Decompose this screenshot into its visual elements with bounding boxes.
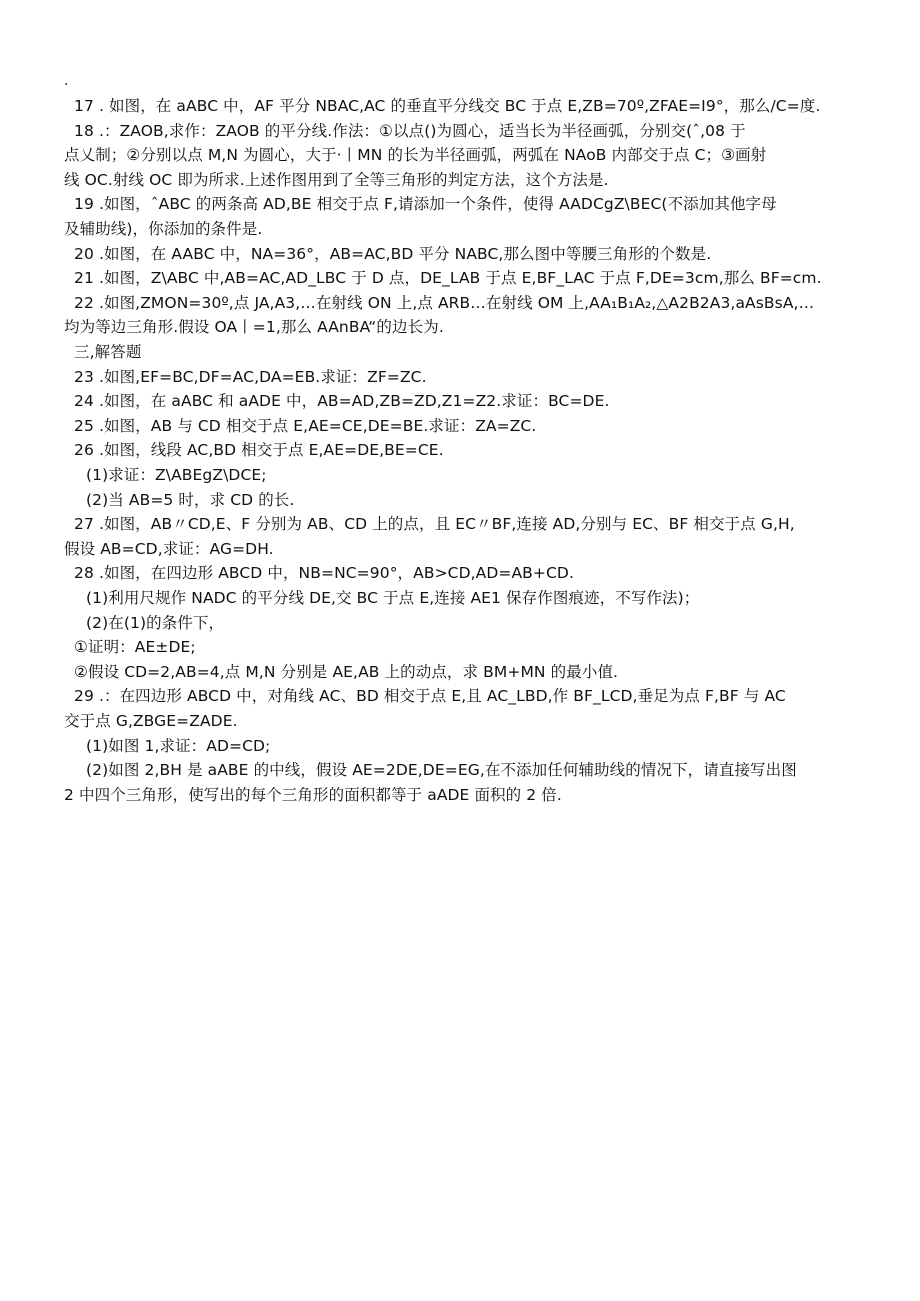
text-line: ①证明：AE±DE; <box>74 638 196 657</box>
text-line: 18 .：ZAOB,求作：ZAOB 的平分线.作法：①以点()为圆心，适当长为半径画弧，分别交(ˆ,08 于 <box>74 121 746 140</box>
text-line: 27 .如图，AB〃CD,E、F 分别为 AB、CD 上的点，且 EC〃BF,连接 AD,分别与 EC、BF 相交于点 G,H, <box>74 515 795 534</box>
text-line: 线 OC.射线 OC 即为所求.上述作图用到了全等三角形的判定方法，这个方法是. <box>64 170 609 189</box>
text-line: 25 .如图，AB 与 CD 相交于点 E,AE=CE,DE=BE.求证：ZA=ZC. <box>74 416 537 435</box>
text-line: 2 中四个三角形，使写出的每个三角形的面积都等于 aADE 面积的 2 倍. <box>64 785 562 804</box>
text-line: 29 .：在四边形 ABCD 中，对角线 AC、BD 相交于点 E,且 AC_LBD,作 BF_LCD,垂足为点 F,BF 与 AC <box>74 687 786 706</box>
text-line: 17 . 如图，在 aABC 中，AF 平分 NBAC,AC 的垂直平分线交 BC 于点 E,ZB=70º,ZFAE=I9°，那么/C=度. <box>74 97 821 115</box>
text-line: 24 .如图，在 aABC 和 aADE 中，AB=AD,ZB=ZD,Z1=Z2.求证：BC=DE. <box>74 392 610 411</box>
text-line: 假设 AB=CD,求证：AG=DH. <box>64 539 274 558</box>
text-line: 22 .如图,ZMON=30º,点 JA,A3,…在射线 ON 上,点 ARB…在射线 OM 上,AA₁B₁A₂,△A2B2A3,aAsBsA,… <box>74 293 815 312</box>
text-line: 26 .如图，线段 AC,BD 相交于点 E,AE=DE,BE=CE. <box>74 441 444 460</box>
text-line: 21 .如图，Z\ABC 中,AB=AC,AD_LBC 于 D 点，DE_LAB 于点 E,BF_LAC 于点 F,DE=3cm,那么 BF=cm. <box>74 269 822 288</box>
text-line: 均为等边三角形.假设 OA丨=1,那么 AAnBA“的边长为. <box>64 318 444 337</box>
text-line: 28 .如图，在四边形 ABCD 中，NB=NC=90°，AB>CD,AD=AB+CD. <box>74 564 574 583</box>
text-line: 19 .如图，ˆABC 的两条高 AD,BE 相交于点 F,请添加一个条件，使得 AADCgZ\BEC(不添加其他字母 <box>74 195 777 214</box>
text-line: 点乂制；②分别以点 M,N 为圆心，大于·丨MN 的长为半径画弧，两弧在 NAoB 内部交于点 C；③画射 <box>64 146 767 165</box>
text-line: (1)求证：Z\ABEgZ\DCE; <box>86 466 267 484</box>
text-line: ②假设 CD=2,AB=4,点 M,N 分别是 AE,AB 上的动点，求 BM+MN 的最小值. <box>74 662 619 681</box>
text-line: 交于点 G,ZBGE=ZADE. <box>64 712 238 730</box>
text-line: (2)当 AB=5 时，求 CD 的长. <box>86 490 295 509</box>
text-line: (1)如图 1,求证：AD=CD; <box>86 736 271 755</box>
text-line: 23 .如图,EF=BC,DF=AC,DA=EB.求证：ZF=ZC. <box>74 367 427 386</box>
text-line: (2)如图 2,BH 是 aABE 的中线，假设 AE=2DE,DE=EG,在不添加任何辅助线的情况下，请直接写出图 <box>86 761 797 780</box>
text-line: 20 .如图，在 AABC 中，NA=36°，AB=AC,BD 平分 NABC,那么图中等腰三角形的个数是. <box>74 244 712 263</box>
text-line: (1)利用尺规作 NADC 的平分线 DE,交 BC 于点 E,连接 AE1 保存作图痕迹，不写作法)； <box>86 589 700 607</box>
text-line: (2)在(1)的条件下， <box>86 613 225 632</box>
text-line: 及辅助线)，你添加的条件是. <box>64 220 263 238</box>
top-mark: . <box>64 73 69 89</box>
text-line: 三,解答题 <box>74 343 142 361</box>
